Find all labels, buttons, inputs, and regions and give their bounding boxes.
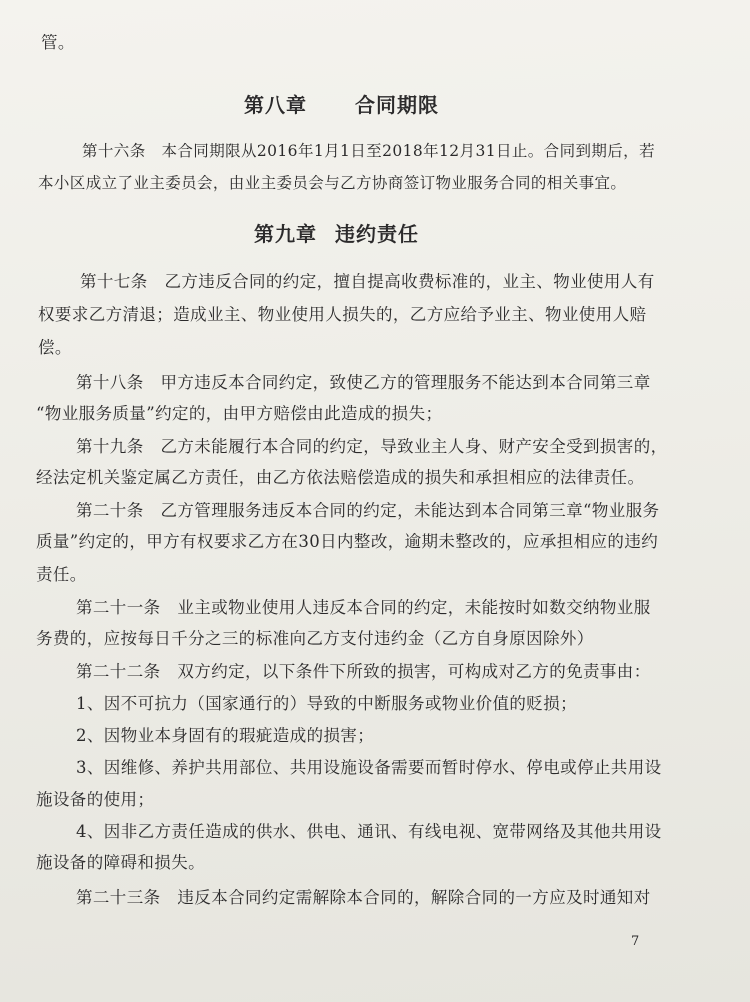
text-line: 责任。 [36,565,87,584]
chapter-heading-8 [244,89,439,118]
text-line: “物业服务质量”约定的，由甲方赔偿由此造成的损失； [36,404,443,423]
text-line: 第二十条 乙方管理服务违反本合同的约定，未能达到本合同第三章“物业服务 [76,501,660,520]
text-line: 管。 [41,33,75,52]
text-line: 第十八条 甲方违反本合同约定，致使乙方的管理服务不能达到本合同第三章 [76,373,651,392]
text-line: 权要求乙方清退；造成业主、物业使用人损失的，乙方应给予业主、物业使用人赔 [38,305,647,324]
text-line: 偿。 [38,338,72,357]
text-line: 经法定机关鉴定属乙方责任，由乙方依法赔偿造成的损失和承担相应的法律责任。 [36,468,645,487]
text-line: 4、因非乙方责任造成的供水、供电、通讯、有线电视、宽带网络及其他共用设 [76,822,662,841]
chapter-number: 第九章 [254,222,317,246]
chapter-title: 违约责任 [335,222,419,246]
text-line: 第二十二条 双方约定，以下条件下所致的损害，可构成对乙方的免责事由： [76,662,651,681]
text-line: 质量”约定的，甲方有权要求乙方在30日内整改，逾期未整改的，应承担相应的违约 [36,532,659,551]
page-number: 7 [631,934,640,949]
text-line: 第十六条 本合同期限从2016年1月1日至2018年12月31日止。合同到期后，若 [82,142,655,160]
text-line: 本小区成立了业主委员会，由业主委员会与乙方协商签订物业服务合同的相关事宜。 [38,174,627,192]
text-line: 务费的，应按每日千分之三的标准向乙方支付违约金（乙方自身原因除外） [36,629,594,648]
text-line: 施设备的使用； [36,790,155,809]
text-line: 第二十三条 违反本合同约定需解除本合同的，解除合同的一方应及时通知对 [76,888,651,907]
text-line: 第二十一条 业主或物业使用人违反本合同的约定，未能按时如数交纳物业服 [76,598,651,617]
text-line: 1、因不可抗力（国家通行的）导致的中断服务或物业价值的贬损； [76,694,577,713]
text-line: 2、因物业本身固有的瑕疵造成的损害； [76,726,375,745]
text-line: 3、因维修、养护共用部位、共用设施设备需要而暂时停水、停电或停止共用设 [76,758,662,777]
chapter-title: 合同期限 [355,93,439,117]
text-line: 第十七条 乙方违反合同的约定，擅自提高收费标准的，业主、物业使用人有 [80,272,655,291]
text-line: 施设备的障碍和损失。 [36,853,205,872]
chapter-number: 第八章 [244,93,307,117]
text-line: 第十九条 乙方未能履行本合同的约定，导致业主人身、财产安全受到损害的， [76,437,668,456]
chapter-heading-9 [254,218,419,247]
